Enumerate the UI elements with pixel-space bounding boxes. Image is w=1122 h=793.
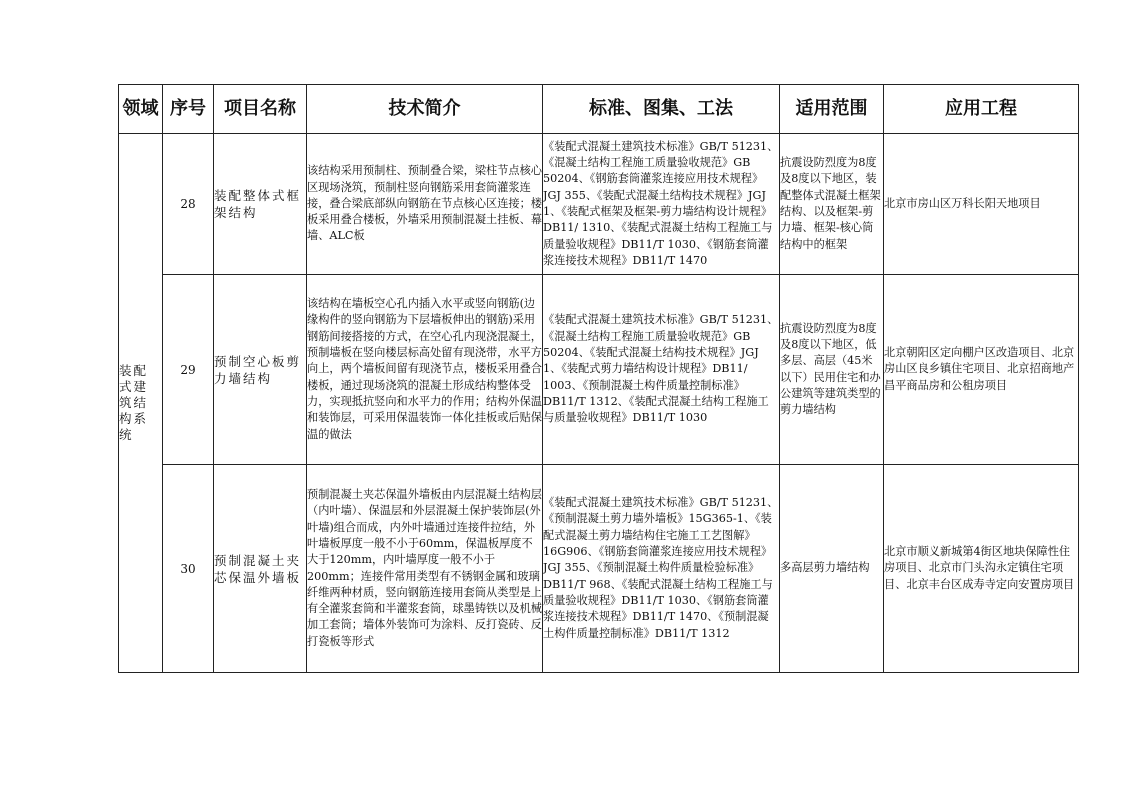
standards-cell: 《装配式混凝土建筑技术标准》GB/T 51231、《混凝土结构工程施工质量验收规范》GB 50204、《钢筋套筒灌浆连接应用技术规程》JGJ 355、《装配式混凝土结构技术规程》JGJ 1、《装配式框架及框架-剪力墙结构设计规程》DB11/ 1310、《装配式混凝土结构工程施工与质量验收规程》DB11/T 1030、《钢筋套筒灌浆连接技术规程》DB11/T 1470	[543, 134, 780, 275]
header-scope: 适用范围	[780, 85, 884, 134]
seq-cell: 30	[163, 465, 214, 673]
header-name: 项目名称	[214, 85, 307, 134]
scope-cell: 抗震设防烈度为8度及8度以下地区，装配整体式混凝土框架结构、以及框架-剪力墙、框架-核心筒结构中的框架	[780, 134, 884, 275]
projects-cell: 北京市顺义新城第4街区地块保障性住房项目、北京市门头沟永定镇住宅项目、北京丰台区成寿寺定向安置房项目	[884, 465, 1079, 673]
header-seq: 序号	[163, 85, 214, 134]
standards-cell: 《装配式混凝土建筑技术标准》GB/T 51231、《预制混凝土剪力墙外墙板》15G365-1、《装配式混凝土剪力墙结构住宅施工工艺图解》16G906、《钢筋套筒灌浆连接应用技术规程》JGJ 355、《预制混凝土构件质量检验标准》DB11/T 968、《装配式混凝土结构工程施工与质量验收规程》DB11/T 1030、《钢筋套筒灌浆连接技术规程》DB11/T 1470、《预制混凝土构件质量控制标准》DB11/T 1312	[543, 465, 780, 673]
intro-cell: 该结构在墙板空心孔内插入水平或竖向钢筋(边缘构件的竖向钢筋为下层墙板伸出的钢筋)采用钢筋间接搭接的方式，在空心孔内现浇混凝土，预制墙板在竖向楼层标高处留有现浇带，水平方向上，两个墙板间留有现浇节点，楼板采用叠合楼板，通过现场浇筑的混凝土形成结构整体受力，实现抵抗竖向和水平力的作用；结构外保温和装饰层，可采用保温装饰一体化挂板或后贴保温的做法	[307, 275, 543, 465]
projects-cell: 北京朝阳区定向棚户区改造项目、北京房山区良乡镇住宅项目、北京招商地产昌平商品房和公租房项目	[884, 275, 1079, 465]
seq-cell: 29	[163, 275, 214, 465]
name-cell: 装配整体式框架结构	[214, 134, 307, 275]
header-domain: 领域	[119, 85, 163, 134]
table-row	[119, 465, 1079, 673]
header-row	[119, 85, 1079, 134]
header-projects: 应用工程	[884, 85, 1079, 134]
seq-cell: 28	[163, 134, 214, 275]
domain-cell: 装配式建筑结构系统	[119, 134, 163, 673]
name-cell: 预制空心板剪力墙结构	[214, 275, 307, 465]
technology-table	[118, 84, 1079, 673]
scope-cell: 多高层剪力墙结构	[780, 465, 884, 673]
name-cell: 预制混凝土夹芯保温外墙板	[214, 465, 307, 673]
header-intro: 技术简介	[307, 85, 543, 134]
intro-cell: 该结构采用预制柱、预制叠合梁，梁柱节点核心区现场浇筑，预制柱竖向钢筋采用套筒灌浆连接，叠合梁底部纵向钢筋在节点核心区连接；楼板采用叠合楼板，外墙采用预制混凝土挂板、幕墙、ALC板	[307, 134, 543, 275]
table-row	[119, 134, 1079, 275]
standards-cell: 《装配式混凝土建筑技术标准》GB/T 51231、《混凝土结构工程施工质量验收规范》GB 50204、《装配式混凝土结构技术规程》JGJ 1、《装配式剪力墙结构设计规程》DB11/ 1003、《预制混凝土构件质量控制标准》DB11/T 1312、《装配式混凝土结构工程施工与质量验收规程》DB11/T 1030	[543, 275, 780, 465]
intro-cell: 预制混凝土夹芯保温外墙板由内层混凝土结构层（内叶墙）、保温层和外层混凝土保护装饰层(外叶墙)组合而成，内外叶墙通过连接件拉结，外叶墙板厚度一般不小于60mm，保温板厚度不大于120mm，内叶墙厚度一般不小于200mm；连接件常用类型有不锈钢金属和玻璃纤维两种材质，竖向钢筋连接用套筒从类型是上有全灌浆套筒和半灌浆套筒，球墨铸铁以及机械加工套筒；墙体外装饰可为涂料、反打瓷砖、反打瓷板等形式	[307, 465, 543, 673]
header-standards: 标准、图集、工法	[543, 85, 780, 134]
projects-cell: 北京市房山区万科长阳天地项目	[884, 134, 1079, 275]
scope-cell: 抗震设防烈度为8度及8度以下地区，低多层、高层（45米以下）民用住宅和办公建筑等建筑类型的剪力墙结构	[780, 275, 884, 465]
table-row	[119, 275, 1079, 465]
